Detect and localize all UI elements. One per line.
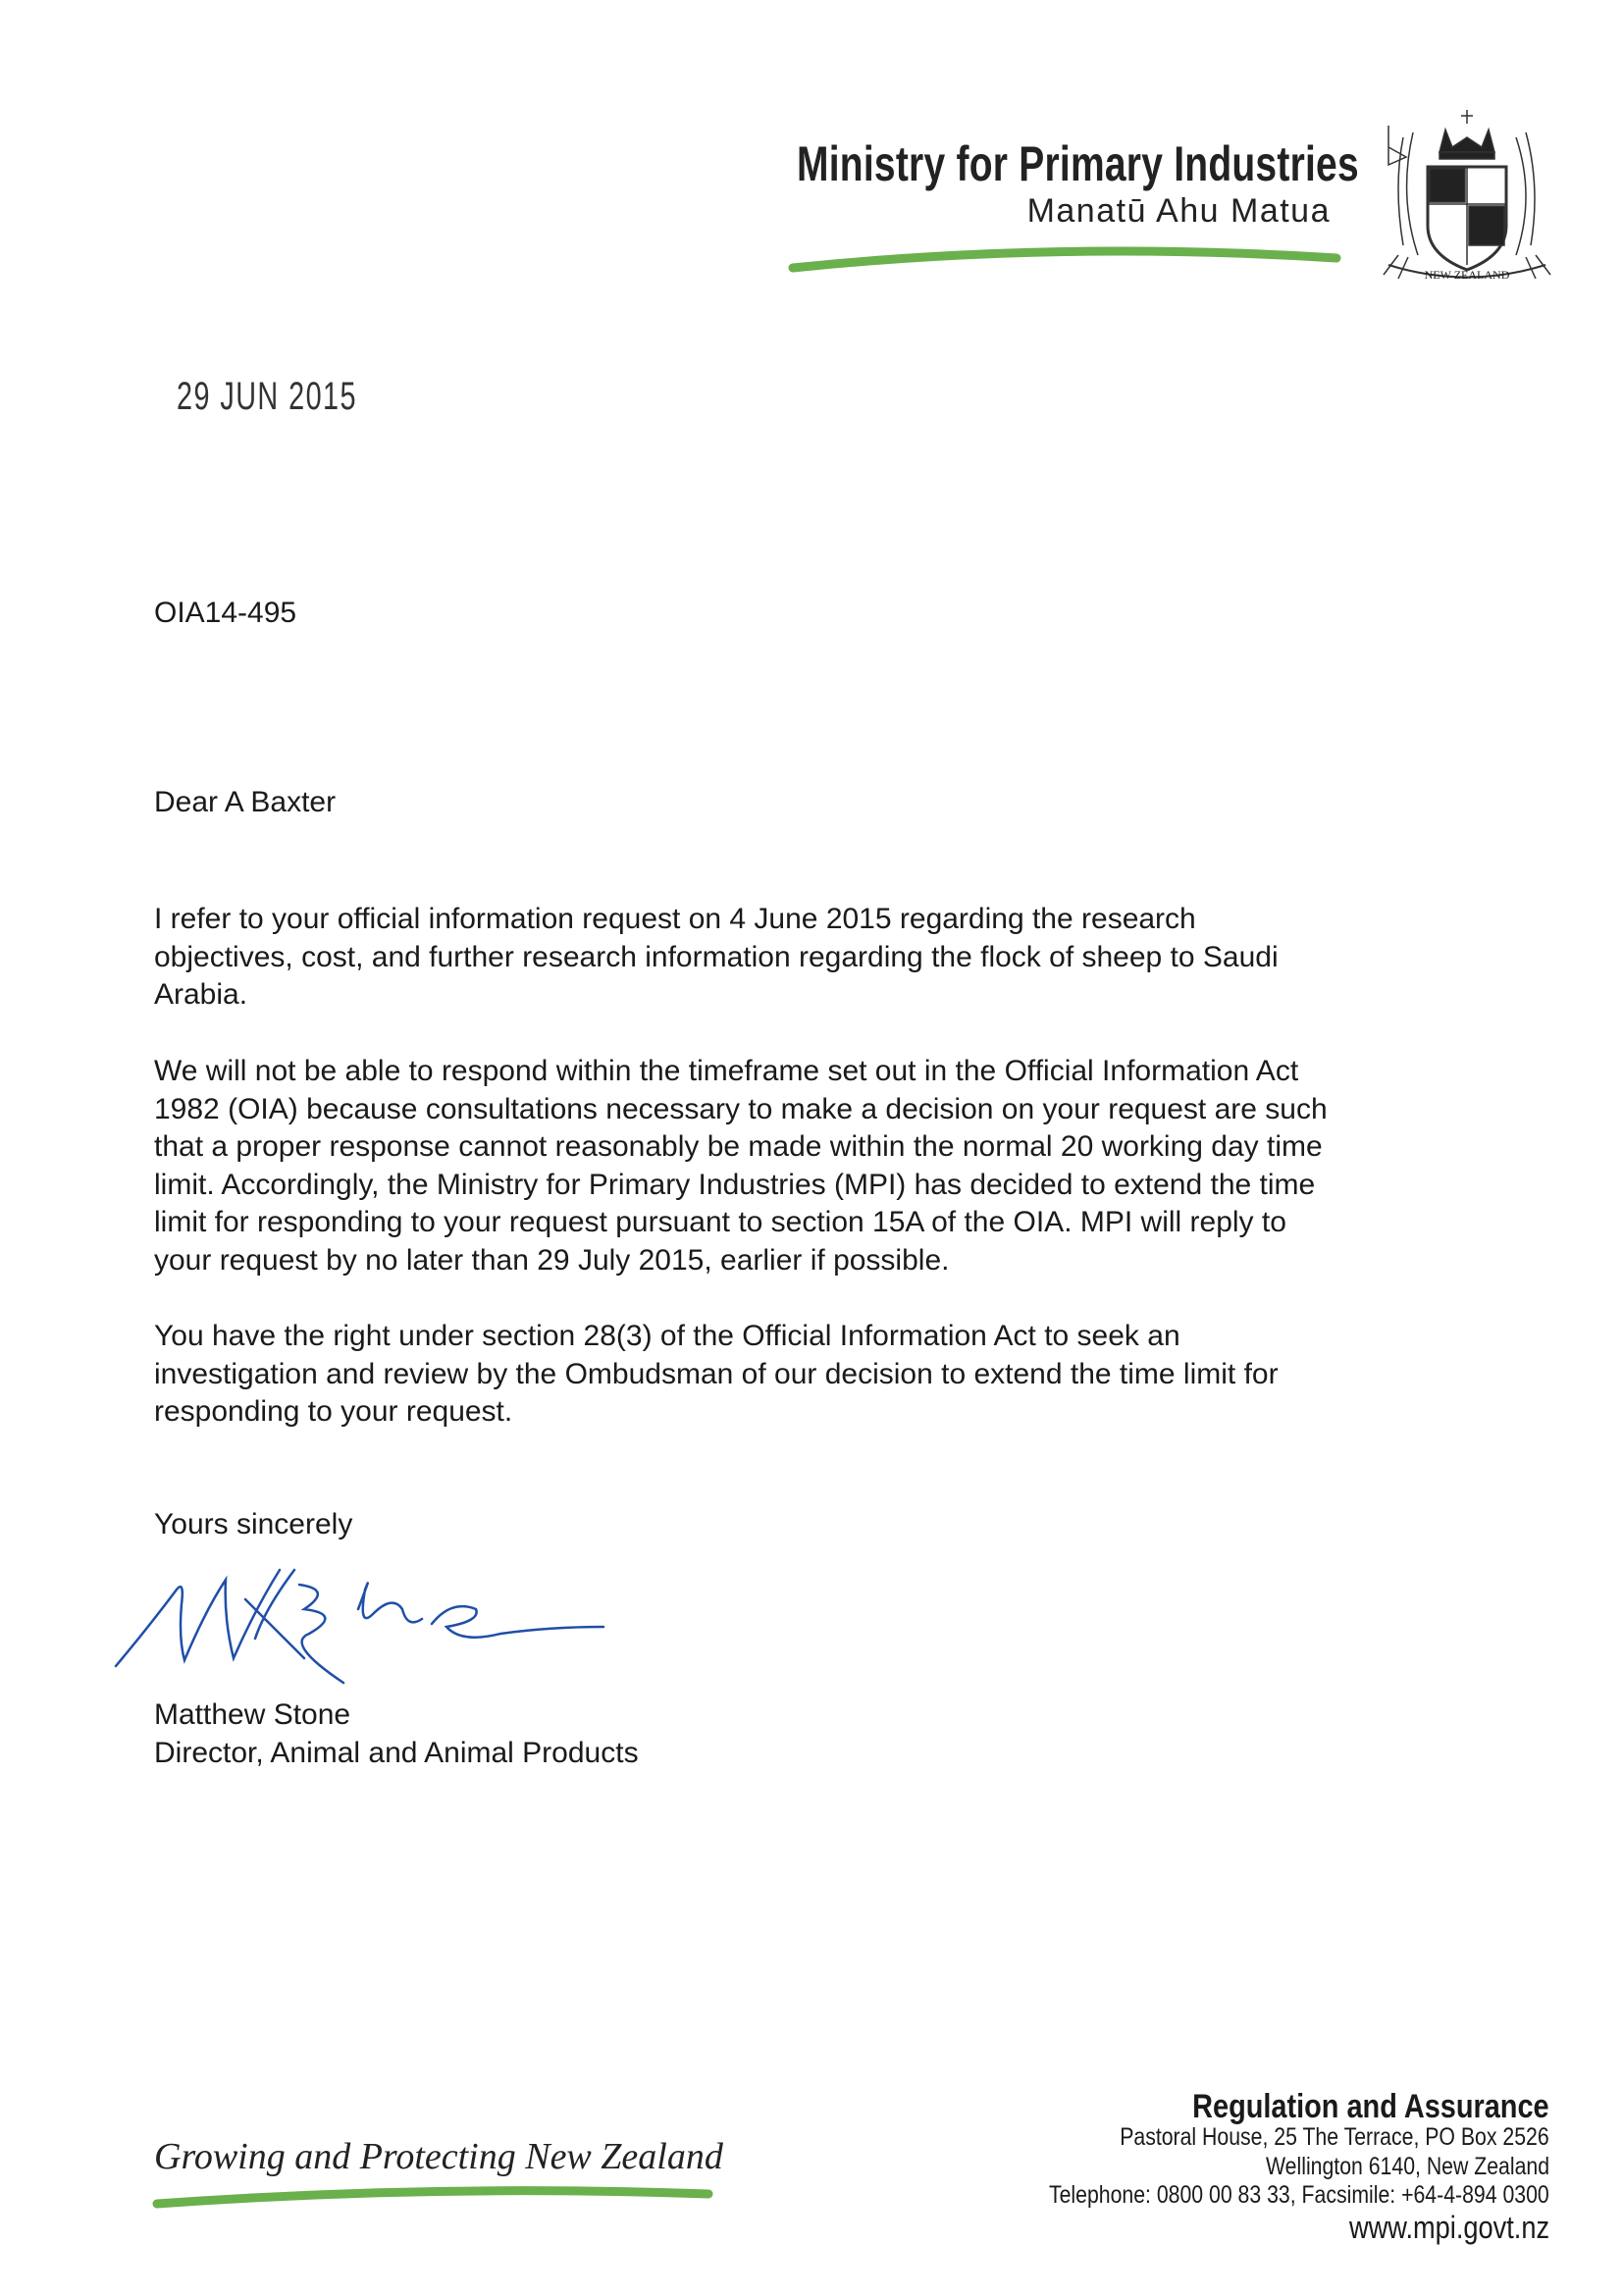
paragraph-line: Arabia. xyxy=(154,978,248,1011)
paragraph-2 xyxy=(154,1053,1328,1279)
ministry-name: Ministry for Primary Industries xyxy=(797,136,1359,191)
signatory-name: Matthew Stone xyxy=(154,1698,351,1731)
paragraph-line: that a proper response cannot reasonably be made within the normal 20 working day time xyxy=(154,1130,1323,1163)
paragraph-line: limit for responding to your request pursuant to section 15A of the OIA. MPI will reply to xyxy=(154,1206,1286,1238)
signatory-title: Director, Animal and Animal Products xyxy=(154,1737,639,1769)
paragraph-line: investigation and review by the Ombudsman of our decision to extend the time limit for xyxy=(154,1357,1279,1390)
closing: Yours sincerely xyxy=(154,1508,353,1540)
paragraph-line: I refer to your official information request on 4 June 2015 regarding the research xyxy=(154,903,1196,935)
paragraph-line: You have the right under section 28(3) of the Official Information Act to seek an xyxy=(154,1320,1180,1352)
maori-name: Manatū Ahu Matua xyxy=(1026,192,1331,230)
footer-division: Regulation and Assurance xyxy=(1192,2088,1549,2125)
crest-label: NEW ZEALAND xyxy=(1424,268,1510,282)
footer-address-line1: Pastoral House, 25 The Terrace, PO Box 2526 xyxy=(1120,2123,1549,2151)
date-stamp: 29 JUN 2015 xyxy=(177,375,357,418)
salutation: Dear A Baxter xyxy=(154,786,337,818)
green-swoosh-footer xyxy=(149,2180,718,2215)
paragraph-line: objectives, cost, and further research information regarding the flock of sheep to Saudi xyxy=(154,940,1279,973)
footer-website-link[interactable]: www.mpi.govt.nz xyxy=(1348,2210,1549,2245)
reference-number: OIA14-495 xyxy=(154,597,297,629)
handwritten-signature xyxy=(108,1550,618,1688)
footer-tagline: Growing and Protecting New Zealand xyxy=(154,2136,723,2177)
paragraph-line: We will not be able to respond within the timeframe set out in the Official Information Act xyxy=(154,1055,1299,1087)
paragraph-1 xyxy=(154,901,1279,1015)
nz-coat-of-arms-crest xyxy=(1369,108,1565,289)
paragraph-line: limit. Accordingly, the Ministry for Primary Industries (MPI) has decided to extend the time xyxy=(154,1168,1316,1201)
paragraph-3 xyxy=(154,1318,1279,1432)
paragraph-line: your request by no later than 29 July 2015, earlier if possible. xyxy=(154,1243,950,1277)
green-swoosh-header xyxy=(785,240,1344,275)
paragraph-line: 1982 (OIA) because consultations necessary to make a decision on your request are such xyxy=(154,1092,1328,1125)
footer-address-line2: Wellington 6140, New Zealand xyxy=(1265,2153,1549,2180)
footer-contact: Telephone: 0800 00 83 33, Facsimile: +64-4-894 0300 xyxy=(1049,2181,1549,2209)
paragraph-line: responding to your request. xyxy=(154,1395,513,1428)
